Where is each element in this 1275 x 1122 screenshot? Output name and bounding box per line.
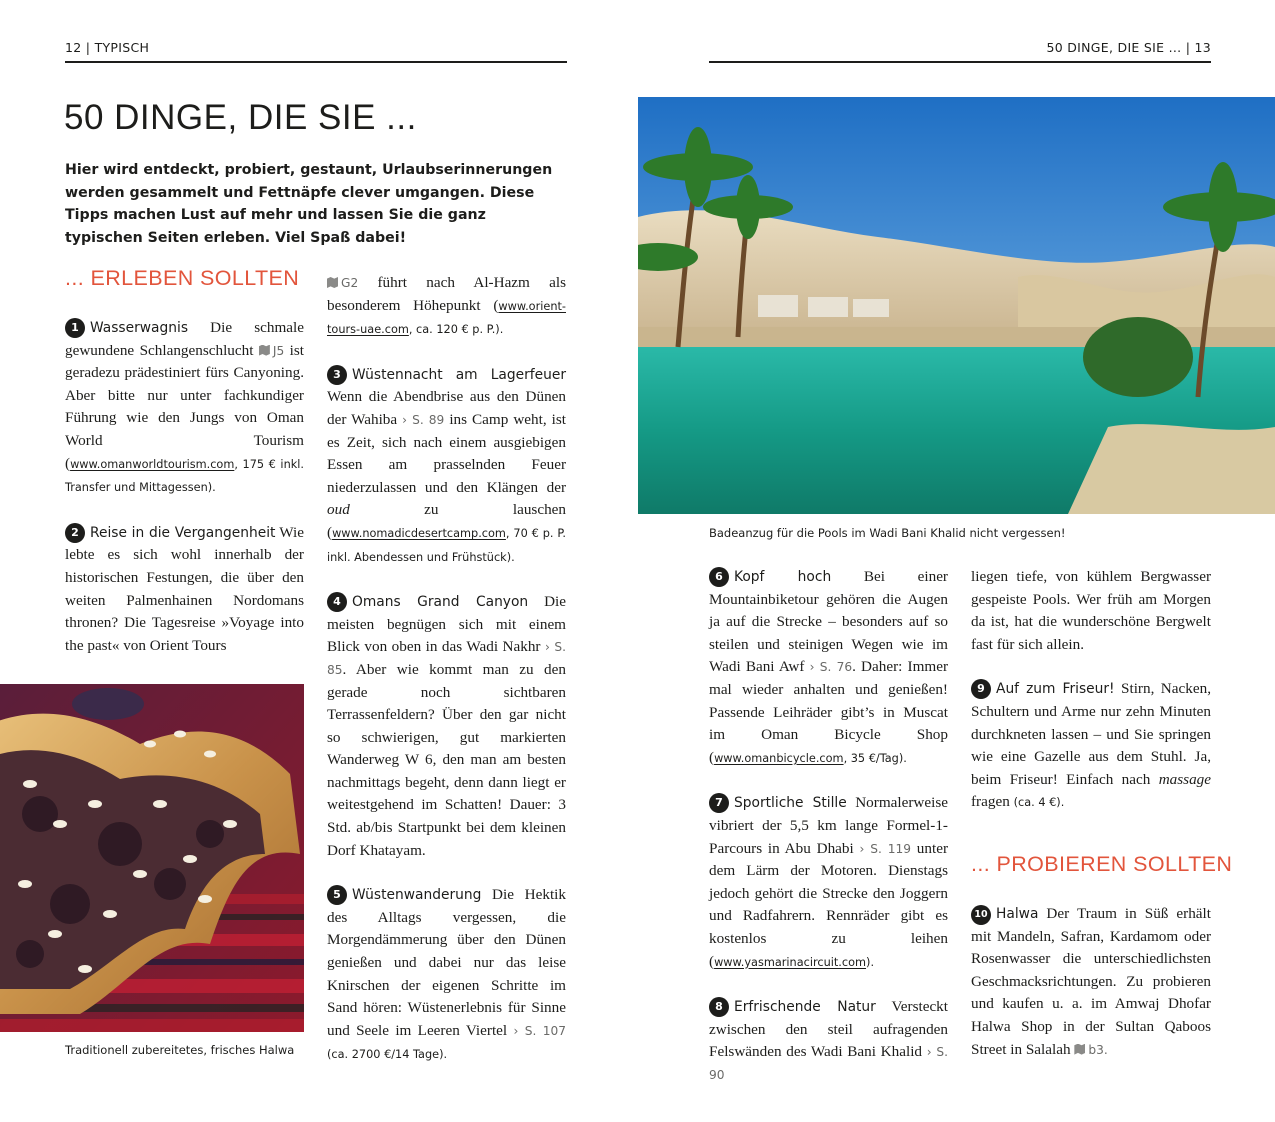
tip-number-badge: 3 <box>327 365 347 385</box>
tip-number-badge: 6 <box>709 567 729 587</box>
tip-number-badge: 1 <box>65 318 85 338</box>
section-heading-probieren: ... PROBIEREN SOLLTEN <box>971 852 1233 876</box>
tip-number-badge: 2 <box>65 523 85 543</box>
tip-heading: Halwa <box>996 906 1039 922</box>
link-omanworldtourism[interactable]: www.omanworldtourism.com <box>70 457 235 471</box>
header-rule-left <box>65 61 567 63</box>
tip-heading: Wüstennacht am Lagerfeuer <box>352 366 566 383</box>
tip-10: 10 Halwa Der Traum in Süß erhält mit Mandeln, Safran, Kardamom oder Rosenwasser die unterschiedlichsten Geschmacksrichtungen. Zu probieren und kaufen u. a. im Amwaj Dhofar Halwa Shop in der Sultan Qaboos Street in Salalah b3. <box>971 905 1211 1058</box>
link-orient-tours[interactable]: www.orient-tours-uae.com <box>327 299 566 337</box>
map-icon <box>327 277 338 288</box>
halwa-illustration <box>0 684 304 1032</box>
link-nomadicdesertcamp[interactable]: www.nomadicdesertcamp.com <box>332 526 506 540</box>
text-column-2 <box>327 272 566 1067</box>
tip-8: 8 Erfrischende Natur Versteckt zwischen den steil aufragenden Felswänden des Wadi Bani Khalid › S. 90 <box>709 998 948 1082</box>
wadi-bani-khalid-photo <box>638 97 1275 514</box>
tip-4: 4 Omans Grand Canyon Die meisten begnügen sich mit einem Blick von oben in das Wadi Nakhr › S. 85. Aber wie kommt man zu den gerade noch sichtbaren Terrassenfeldern? Über den gar nicht so schwierigen, gut markierten Wanderweg W 6, den man am besten nachmittags begeht, denn dann liegt er weitestgehend im Schatten! Dauer: 3 Std. ab/bis Startpunkt bei dem kleinen Dorf Khatayam. <box>327 593 567 859</box>
tip-8-continued: liegen tiefe, von kühlem Bergwasser gespeiste Pools. Wer früh am Morgen da ist, hat die wunderschöne Bergwelt fast für sich allein. <box>971 568 1211 653</box>
wadi-illustration <box>638 97 1275 514</box>
intro-paragraph: Hier wird entdeckt, probiert, gestaunt, Urlaubserinnerungen werden gesammelt und Fettnäpfe clever umgangen. Diese Tipps machen Lust auf mehr und lassen Sie die ganz typischen Seiten erleben. Viel Spaß dabei! <box>65 162 553 246</box>
tip-heading: Kopf hoch <box>734 569 832 585</box>
page-reference[interactable]: › S. 89 <box>402 412 445 427</box>
page-reference[interactable]: › S. 107 <box>513 1023 567 1038</box>
map-reference[interactable]: J5 <box>259 344 284 358</box>
map-icon <box>259 345 270 356</box>
tip-5: 5 Wüstenwanderung Die Hektik des Alltags vergessen, die Morgendämmerung über den Dünen genießen und dabei nur das leise Knirschen der eigenen Schritte im Sand hören: Wüstenerlebnis für Sinne und Seele im Leeren Viertel › S. 107 (ca. 2700 €/14 Tage). <box>327 886 567 1062</box>
text-column-1 <box>65 317 304 657</box>
tip-number-badge: 4 <box>327 592 347 612</box>
map-icon <box>1074 1044 1085 1055</box>
tip-2: 2 Reise in die Vergangenheit Wie lebte es sich wohl innerhalb der historischen Festungen, die über den weiten Palmenhainen Nordomans thronen? Die Tagesreise »Voyage into the past« von Orient Tours <box>65 523 304 654</box>
tip-number-badge: 10 <box>971 905 991 925</box>
text-column-4-lower <box>971 903 1211 1061</box>
tip-heading: Reise in die Vergangenheit <box>90 524 276 541</box>
page-reference[interactable]: › S. 90 <box>709 1045 948 1082</box>
tip-1: 1 Wasserwagnis Die schmale gewundene Schlangenschlucht J5 ist geradezu prädestiniert fürs Canyoning. Aber bitte nur unter fachkundiger Führung wie den Jungs von Oman World Tourism (www.omanworldtourism.com, 175 € inkl. Transfer und Mittagessen). <box>65 319 304 495</box>
tip-number-badge: 9 <box>971 679 991 699</box>
tip-heading: Auf zum Friseur! <box>996 681 1115 698</box>
page-reference[interactable]: › S. 119 <box>859 841 912 856</box>
tip-2-continued: G2 führt nach Al-Hazm als besonderem Höhepunkt (www.orient-tours-uae.com, ca. 120 € p. P.). <box>327 274 566 337</box>
tip-heading: Wasserwagnis <box>90 320 189 336</box>
section-heading-erleben: ... ERLEBEN SOLLTEN <box>65 266 300 290</box>
map-reference[interactable]: b3 <box>1074 1043 1104 1057</box>
tip-number-badge: 8 <box>709 997 729 1017</box>
tip-3: 3 Wüstennacht am Lagerfeuer Wenn die Abendbrise aus den Dünen der Wahiba › S. 89 ins Camp weht, ist es Zeit, sich nach einem ausgiebigen Essen am prasselnden Feuer niederzulassen und den Klängen der oud zu lauschen (www.nomadicdesertcamp.com, 70 € p. P. inkl. Abendessen und Frühstück). <box>327 366 567 564</box>
tip-9: 9 Auf zum Friseur! Stirn, Nacken, Schultern und Arme nur zehn Minuten durchkneten lassen – und Sie springen wie eine Gazelle aus dem Stuhl. Ja, beim Friseur! Einfach nach massage fragen (ca. 4 €). <box>971 680 1211 811</box>
text-column-3 <box>709 566 948 1086</box>
tip-7: 7 Sportliche Stille Normalerweise vibriert der 5,5 km lange Formel-1-Parcours in Abu Dhabi › S. 119 unter dem Lärm der Motoren. Dienstags jedoch gehört die Strecke den Joggern und Radfahrern. Rennräder gibt es kostenlos zu leihen (www.yasmarinacircuit.com). <box>709 794 949 970</box>
map-reference[interactable]: G2 <box>327 276 358 290</box>
running-header-right: 50 DINGE, DIE SIE ... | 13 <box>1046 40 1211 55</box>
page-title: 50 DINGE, DIE SIE ... <box>64 98 417 137</box>
text-column-4 <box>971 566 1211 815</box>
tip-heading: Erfrischende Natur <box>734 999 876 1016</box>
tip-6: 6 Kopf hoch Bei einer Mountainbiketour gehören die Augen ja auf die Strecke – besonders auf so steilen und steinigen Wegen wie im Wadi Bani Awf › S. 76. Daher: Immer mal wieder anhalten und genießen! Passende Leihräder gibt’s in Muscat im Oman Bicycle Shop (www.omanbicycle.com, 35 €/Tag). <box>709 568 948 766</box>
tip-heading: Omans Grand Canyon <box>352 594 529 611</box>
link-yasmarinacircuit[interactable]: www.yasmarinacircuit.com <box>714 955 867 969</box>
caption-wadi: Badeanzug für die Pools im Wadi Bani Khalid nicht vergessen! <box>709 526 1066 540</box>
tip-number-badge: 7 <box>709 793 729 813</box>
halwa-photo <box>0 684 304 1032</box>
page-reference[interactable]: › S. 76 <box>809 660 853 675</box>
tip-number-badge: 5 <box>327 885 347 905</box>
page-reference[interactable]: › S. 85 <box>327 640 567 677</box>
caption-halwa: Traditionell zubereitetes, frisches Halwa <box>65 1043 295 1057</box>
header-rule-right <box>709 61 1211 63</box>
running-header-left: 12 | TYPISCH <box>65 40 150 55</box>
link-omanbicycle[interactable]: www.omanbicycle.com <box>714 751 844 765</box>
tip-heading: Sportliche Stille <box>734 795 847 812</box>
tip-heading: Wüstenwanderung <box>352 887 482 904</box>
